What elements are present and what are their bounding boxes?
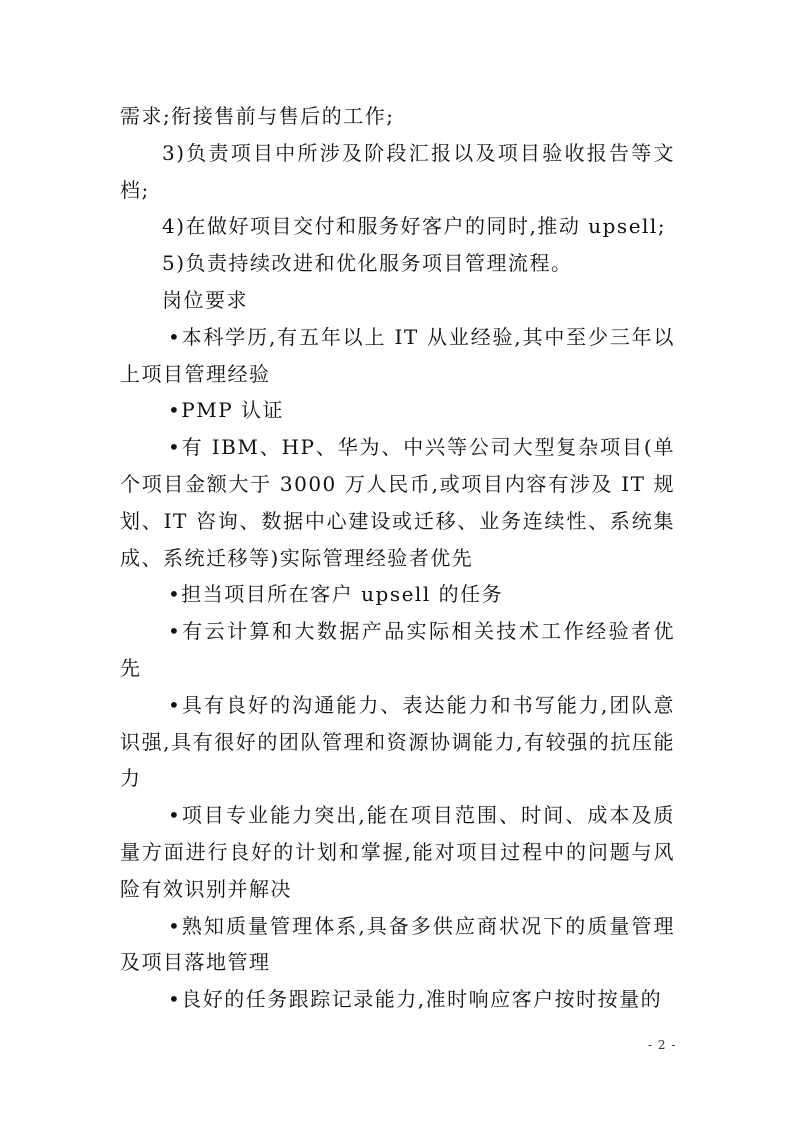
section-heading: 岗位要求: [162, 287, 248, 312]
paragraph-item-5: 5)负责持续改进和优化服务项目管理流程。: [162, 251, 573, 276]
bullet-item: •担当项目所在客户 upsell 的任务: [168, 582, 504, 607]
bullet-item: •PMP 认证: [168, 398, 285, 423]
bullet-item: •有云计算和大数据产品实际相关技术工作经验者优先: [120, 619, 675, 680]
paragraph-continuation: 需求;衔接售前与售后的工作;: [120, 104, 395, 128]
paragraph-item-4: 4)在做好项目交付和服务好客户的同时,推动 upsell;: [162, 214, 667, 239]
bullet-item: •本科学历,有五年以上 IT 从业经验,其中至少三年以上项目管理经验: [120, 324, 675, 386]
paragraph-item-3: 3)负责项目中所涉及阶段汇报以及项目验收报告等文档;: [120, 140, 675, 202]
document-body: [120, 98, 675, 1018]
bullet-item: •项目专业能力突出,能在项目范围、时间、成本及质量方面进行良好的计划和掌握,能对项目过程中的问题与风险有效识别并解决: [120, 803, 675, 901]
bullet-item: •熟知质量管理体系,具备多供应商状况下的质量管理及项目落地管理: [120, 913, 675, 975]
bullet-item: •有 IBM、HP、华为、中兴等公司大型复杂项目(单个项目金额大于 3000 万人民币,或项目内容有涉及 IT 规划、IT 咨询、数据中心建设或迁移、业务连续性、系统集成、系统迁移等)实际管理经验者优先: [120, 435, 675, 570]
page-number: - 2 -: [648, 1038, 677, 1052]
bullet-item: •良好的任务跟踪记录能力,准时响应客户按时按量的: [168, 987, 663, 1012]
bullet-item: •具有良好的沟通能力、表达能力和书写能力,团队意识强,具有很好的团队管理和资源协调能力,有较强的抗压能力: [120, 692, 675, 791]
